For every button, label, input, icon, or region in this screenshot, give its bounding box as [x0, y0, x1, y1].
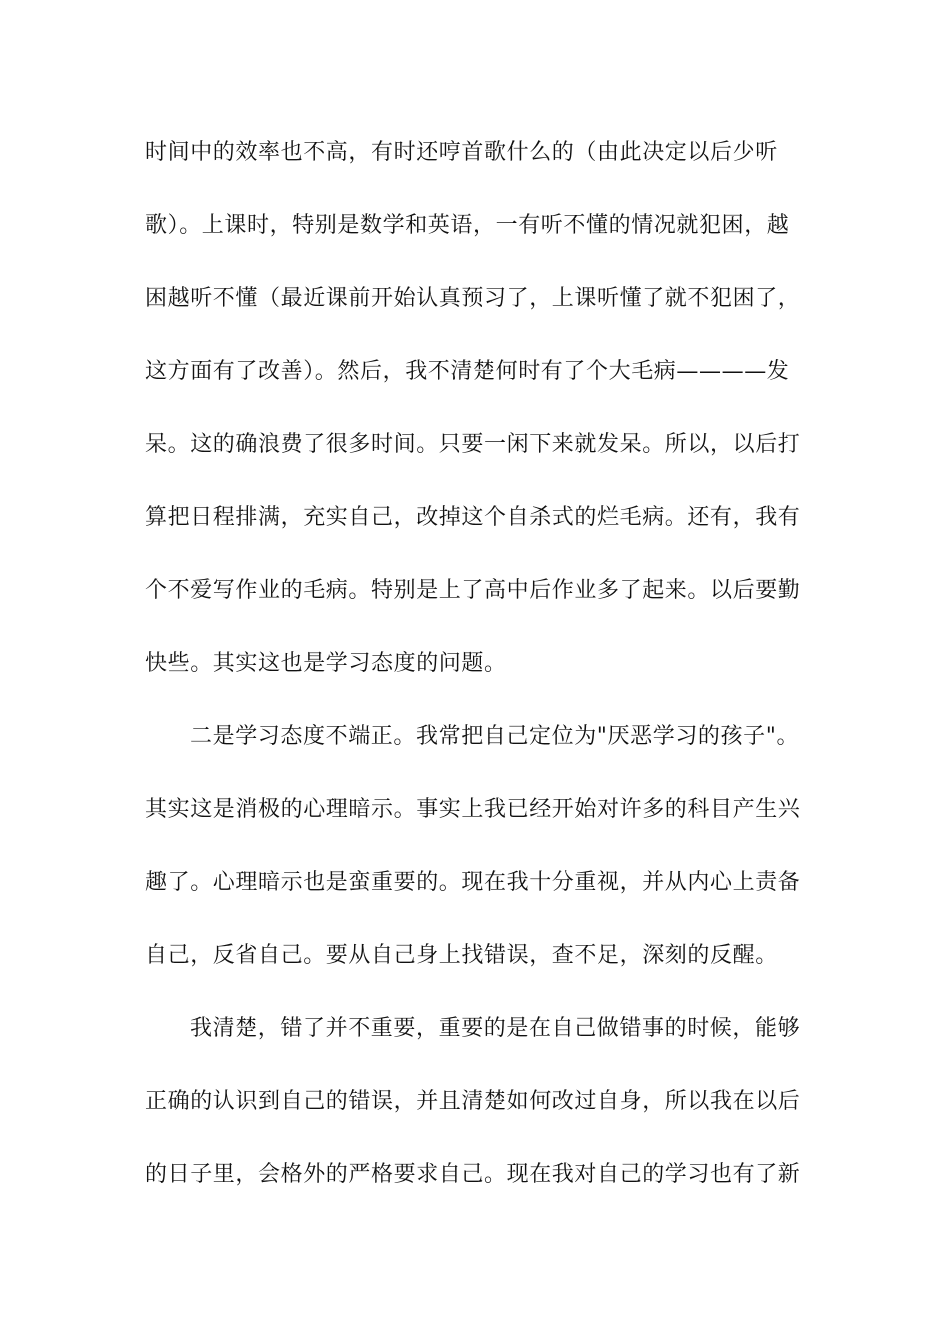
paragraph-1-line-1: 时间中的效率也不高，有时还哼首歌什么的（由此决定以后少听: [145, 140, 778, 165]
paragraph-3-line-3: 的日子里，会格外的严格要求自己。现在我对自己的学习也有了新: [145, 1162, 801, 1187]
paragraph-2-line-2: 其实这是消极的心理暗示。事实上我已经开始对许多的科目产生兴: [145, 797, 801, 822]
paragraph-2-line-1: 二是学习态度不端正。我常把自己定位为"厌恶学习的孩子"。: [190, 724, 800, 749]
paragraph-1-line-2: 歌）。上课时，特别是数学和英语，一有听不懂的情况就犯困，越: [145, 213, 790, 238]
paragraph-2-line-3: 趣了。心理暗示也是蛮重要的。现在我十分重视，并从内心上责备: [145, 870, 801, 895]
paragraph-1-line-3: 困越听不懂（最近课前开始认真预习了，上课听懂了就不犯困了，: [145, 286, 801, 311]
paragraph-1-line-6: 算把日程排满，充实自己，改掉这个自杀式的烂毛病。还有，我有: [145, 505, 801, 530]
paragraph-3-line-1: 我清楚，错了并不重要，重要的是在自己做错事的时候，能够: [190, 1016, 801, 1041]
paragraph-1-line-5: 呆。这的确浪费了很多时间。只要一闲下来就发呆。所以，以后打: [145, 432, 801, 457]
paragraph-2-line-4: 自己，反省自己。要从自己身上找错误，查不足，深刻的反醒。: [145, 943, 778, 968]
paragraph-1-line-4: 这方面有了改善）。然后，我不清楚何时有了个大毛病————发: [145, 359, 790, 384]
paragraph-1-line-7: 个不爱写作业的毛病。特别是上了高中后作业多了起来。以后要勤: [145, 578, 801, 603]
paragraph-1-line-8: 快些。其实这也是学习态度的问题。: [145, 651, 507, 676]
paragraph-3-line-2: 正确的认识到自己的错误，并且清楚如何改过自身，所以我在以后: [145, 1089, 801, 1114]
